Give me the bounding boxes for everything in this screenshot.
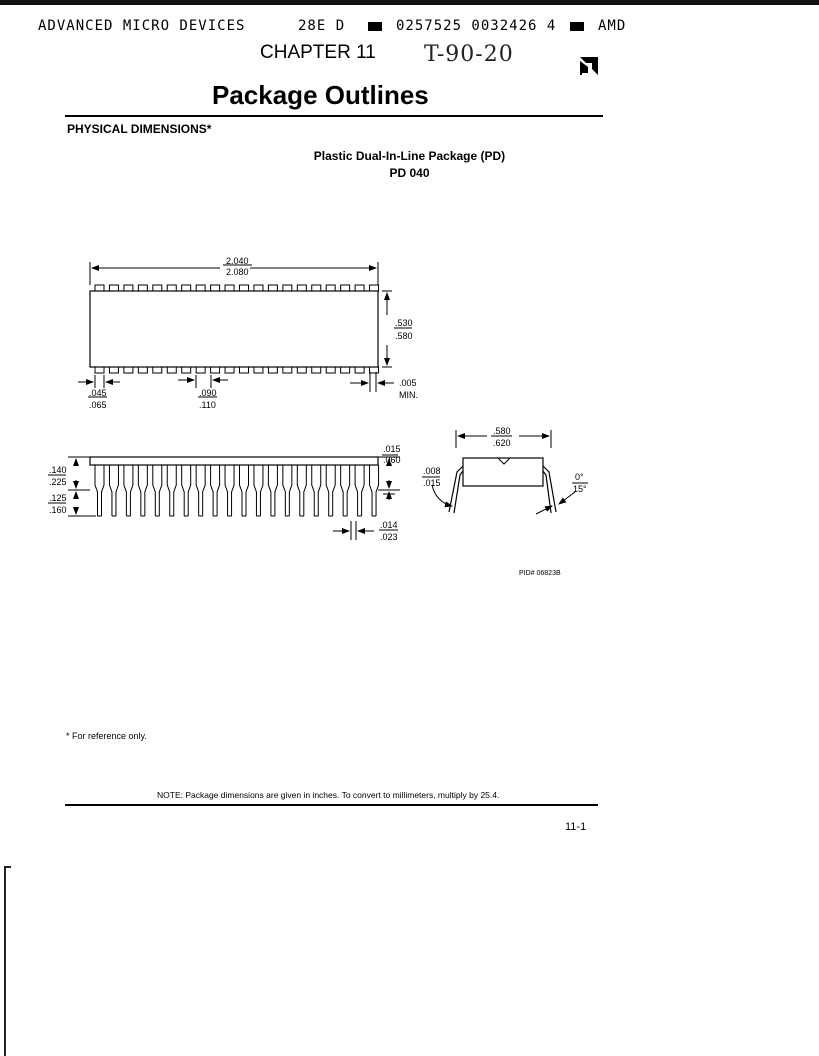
side-lead <box>153 465 162 516</box>
side-lead <box>167 465 176 516</box>
lead-thickness-max-label: .015 <box>423 478 441 488</box>
bottom-pin <box>138 367 147 373</box>
conversion-note: NOTE: Package dimensions are given in inches. To convert to millimeters, multiply by 25.4. <box>157 790 500 800</box>
top-pin <box>109 285 118 291</box>
bottom-pin <box>370 367 379 373</box>
angle-min-label: 0° <box>575 472 584 482</box>
lead-width-min-label: .014 <box>380 520 398 530</box>
side-lead <box>268 465 277 516</box>
bottom-rule <box>65 804 598 806</box>
bottom-pin <box>355 367 364 373</box>
length-max-label: 2.080 <box>226 267 249 277</box>
top-pin <box>182 285 191 291</box>
side-lead <box>138 465 147 516</box>
top-pin <box>167 285 176 291</box>
body-height-max-label: .225 <box>49 477 67 487</box>
footnote: * For reference only. <box>66 731 147 741</box>
code-stamp-2: 0257525 0032426 4 <box>396 18 557 34</box>
bottom-pin <box>153 367 162 373</box>
bottom-pin <box>196 367 205 373</box>
lead-length-min-label: .125 <box>49 493 67 503</box>
bottom-pin <box>297 367 306 373</box>
page-title: Package Outlines <box>212 80 429 110</box>
company-stamp: ADVANCED MICRO DEVICES <box>38 18 246 34</box>
end-min-label: .045 <box>89 388 107 398</box>
side-lead <box>196 465 205 516</box>
lead-width-max-label: .023 <box>380 532 398 542</box>
top-view <box>78 262 412 397</box>
top-pin <box>283 285 292 291</box>
drawing-id: PID# 06823B <box>519 570 561 577</box>
side-lead <box>370 465 379 516</box>
top-pin <box>240 285 249 291</box>
bottom-pin <box>240 367 249 373</box>
width-min-label: .530 <box>395 318 413 328</box>
scan-edge-tick <box>4 866 11 868</box>
side-lead <box>211 465 220 516</box>
bottom-pin <box>254 367 263 373</box>
pitch-max-label: .110 <box>199 400 216 410</box>
bottom-pin <box>283 367 292 373</box>
scan-edge <box>4 866 6 1056</box>
lead-thickness-min-label: .008 <box>423 466 441 476</box>
bottom-pin <box>268 367 277 373</box>
bottom-pin <box>341 367 350 373</box>
length-min-label: 2.040 <box>226 256 249 266</box>
top-pin <box>355 285 364 291</box>
side-lead <box>240 465 249 516</box>
top-pin <box>326 285 335 291</box>
top-pin <box>297 285 306 291</box>
bottom-pin <box>312 367 321 373</box>
side-lead <box>312 465 321 516</box>
package-code: PD 040 <box>389 166 430 180</box>
chapter-label: CHAPTER 11 <box>260 42 376 63</box>
side-lead <box>283 465 292 516</box>
width-max-label: .580 <box>395 331 413 341</box>
side-lead <box>341 465 350 516</box>
row-spacing-min-label: .580 <box>493 426 511 436</box>
top-pin <box>211 285 220 291</box>
top-pin <box>312 285 321 291</box>
side-lead <box>254 465 263 516</box>
end-max-label: .065 <box>89 400 107 410</box>
gap-min-label: MIN. <box>399 390 418 400</box>
side-lead <box>297 465 306 516</box>
top-pin <box>225 285 234 291</box>
bottom-pin <box>326 367 335 373</box>
body-height-min-label: .140 <box>49 465 67 475</box>
top-pin <box>254 285 263 291</box>
row-spacing-max-label: .620 <box>493 438 511 448</box>
top-pin <box>370 285 379 291</box>
package-name: Plastic Dual-In-Line Package (PD) <box>313 149 506 163</box>
bottom-pin <box>182 367 191 373</box>
top-pin <box>153 285 162 291</box>
top-pin <box>341 285 350 291</box>
lead-length-max-label: .160 <box>49 505 67 515</box>
page-number: 11-1 <box>565 821 587 833</box>
top-pin <box>268 285 277 291</box>
side-lead <box>225 465 234 516</box>
top-pin <box>95 285 104 291</box>
bottom-pin <box>124 367 133 373</box>
bottom-pin <box>95 367 104 373</box>
side-lead <box>95 465 104 516</box>
bottom-pin <box>167 367 176 373</box>
top-pin <box>138 285 147 291</box>
side-lead <box>326 465 335 516</box>
side-lead <box>182 465 191 516</box>
side-view <box>48 455 400 540</box>
side-lead <box>355 465 364 516</box>
section-heading: PHYSICAL DIMENSIONS* <box>67 122 212 136</box>
side-lead <box>124 465 133 516</box>
bottom-pin <box>225 367 234 373</box>
handwritten-note: T-90-20 <box>424 42 514 67</box>
top-pin <box>124 285 133 291</box>
bottom-pin <box>109 367 118 373</box>
bottom-pin <box>211 367 220 373</box>
pitch-min-label: .090 <box>199 388 217 398</box>
code-stamp-3: AMD <box>598 18 627 34</box>
gap-value-label: .005 <box>399 378 417 388</box>
side-lead <box>109 465 118 516</box>
angle-max-label: 15° <box>573 484 587 494</box>
seat-min-label: .015 <box>383 444 401 454</box>
code-stamp-1: 28E D <box>298 18 346 34</box>
top-pin <box>196 285 205 291</box>
seat-max-label: .060 <box>383 455 401 465</box>
